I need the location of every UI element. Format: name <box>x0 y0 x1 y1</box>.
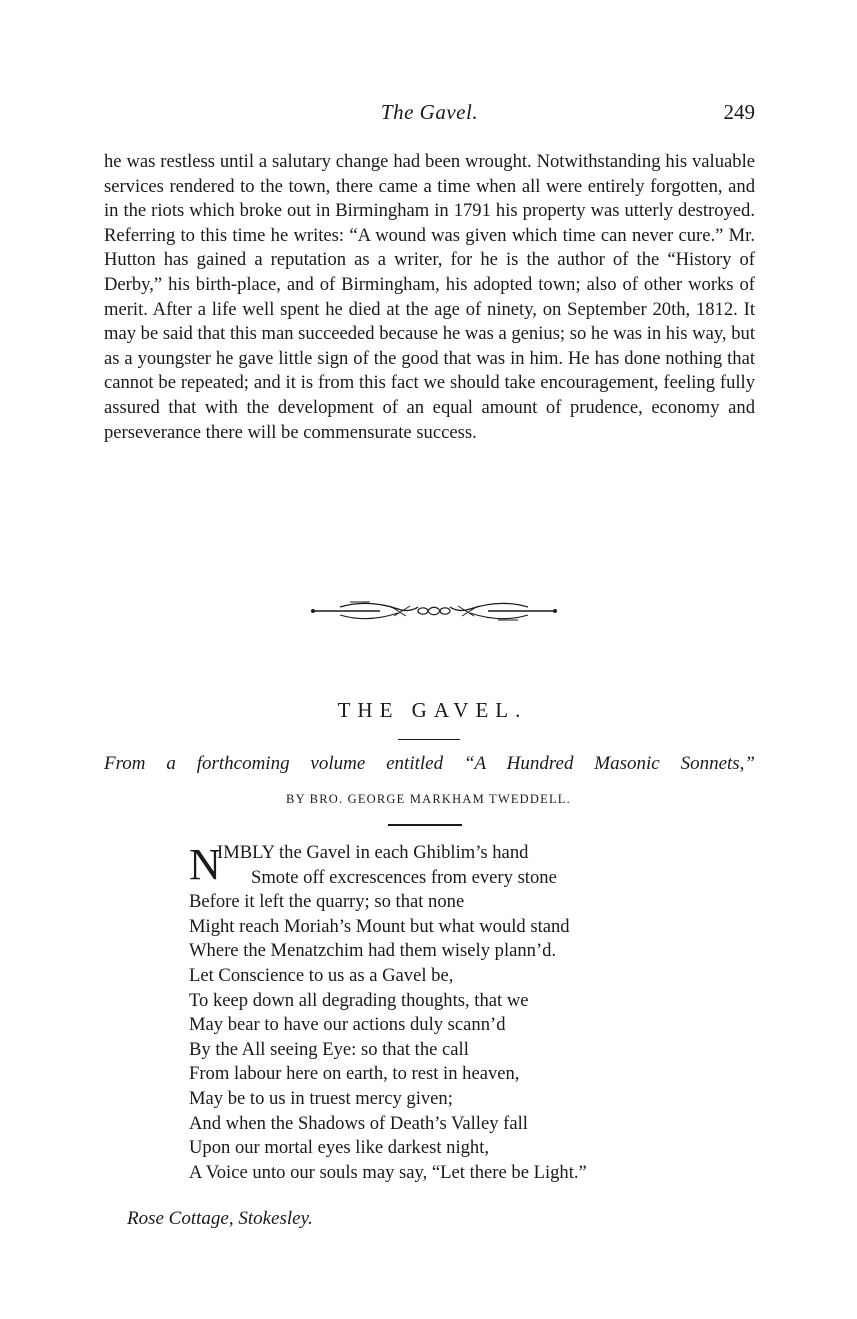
page-number: 249 <box>723 100 755 124</box>
sonnet-line: IMBLY the Gavel in each Ghiblim’s hand <box>217 842 529 863</box>
sonnet-line: And when the Shadows of Death’s Valley fall <box>189 1112 528 1134</box>
article-subtitle: From a forthcoming volume entitled “A Hundred Masonic Sonnets,” <box>104 753 755 774</box>
signoff-location: Rose Cottage, Stokesley. <box>127 1208 313 1229</box>
sonnet <box>189 841 749 1185</box>
running-title: The Gavel. <box>380 100 479 124</box>
sonnet-line: Might reach Moriah’s Mount but what would stand <box>189 915 570 937</box>
running-head <box>104 100 755 130</box>
sonnet-line: Let Conscience to us as a Gavel be, <box>189 964 454 986</box>
sonnet-line: To keep down all degrading thoughts, that we <box>189 989 529 1011</box>
sonnet-line: By the All seeing Eye: so that the call <box>189 1038 469 1060</box>
author-byline: BY BRO. GEORGE MARKHAM TWEDDELL. <box>286 792 571 806</box>
drop-cap: N <box>189 840 221 889</box>
sonnet-line: May be to us in truest mercy given; <box>189 1087 453 1109</box>
sonnet-line: A Voice unto our souls may say, “Let there be Light.” <box>189 1161 587 1183</box>
sonnet-line: Before it left the quarry; so that none <box>189 891 465 913</box>
article-title: THE GAVEL. <box>337 698 528 722</box>
flourish-ornament-icon <box>310 597 558 625</box>
sonnet-line: Smote off excrescences from every stone <box>251 866 557 888</box>
byline-rule <box>388 824 462 826</box>
sonnet-line: Where the Menatzchim had them wisely plann’d. <box>189 940 557 962</box>
sonnet-line: From labour here on earth, to rest in heaven, <box>189 1063 520 1085</box>
body-paragraph: he was restless until a salutary change had been wrought. Notwithstanding his valuable services rendered to the town, there came a time when all were entirely forgotten, and in the riots which broke out in Birmingham in 1791 his property was utterly destroyed. Referring to this time he writes: “A wound was given which time can never cure.” Mr. Hutton has gained a reputation as a writer, for he is the author of the “History of Derby,” his birth-place, and of Birmingham, his adopted town; also of other works of merit. After a life well spent he died at the age of ninety, on September 20th, 1812. It may be said that this man succeeded because he was a genius; so he was in his way, but as a youngster he gave little sign of the good that was in him. He has done nothing that cannot be repeated; and it is from this fact we should take encouragement, feeling fully assured that with the development of an equal amount of prudence, economy and perseverance there will be commensurate success. <box>104 151 755 443</box>
sonnet-line: Upon our mortal eyes like darkest night, <box>189 1137 490 1159</box>
title-rule <box>398 739 460 740</box>
sonnet-line: May bear to have our actions duly scann’d <box>189 1014 506 1036</box>
